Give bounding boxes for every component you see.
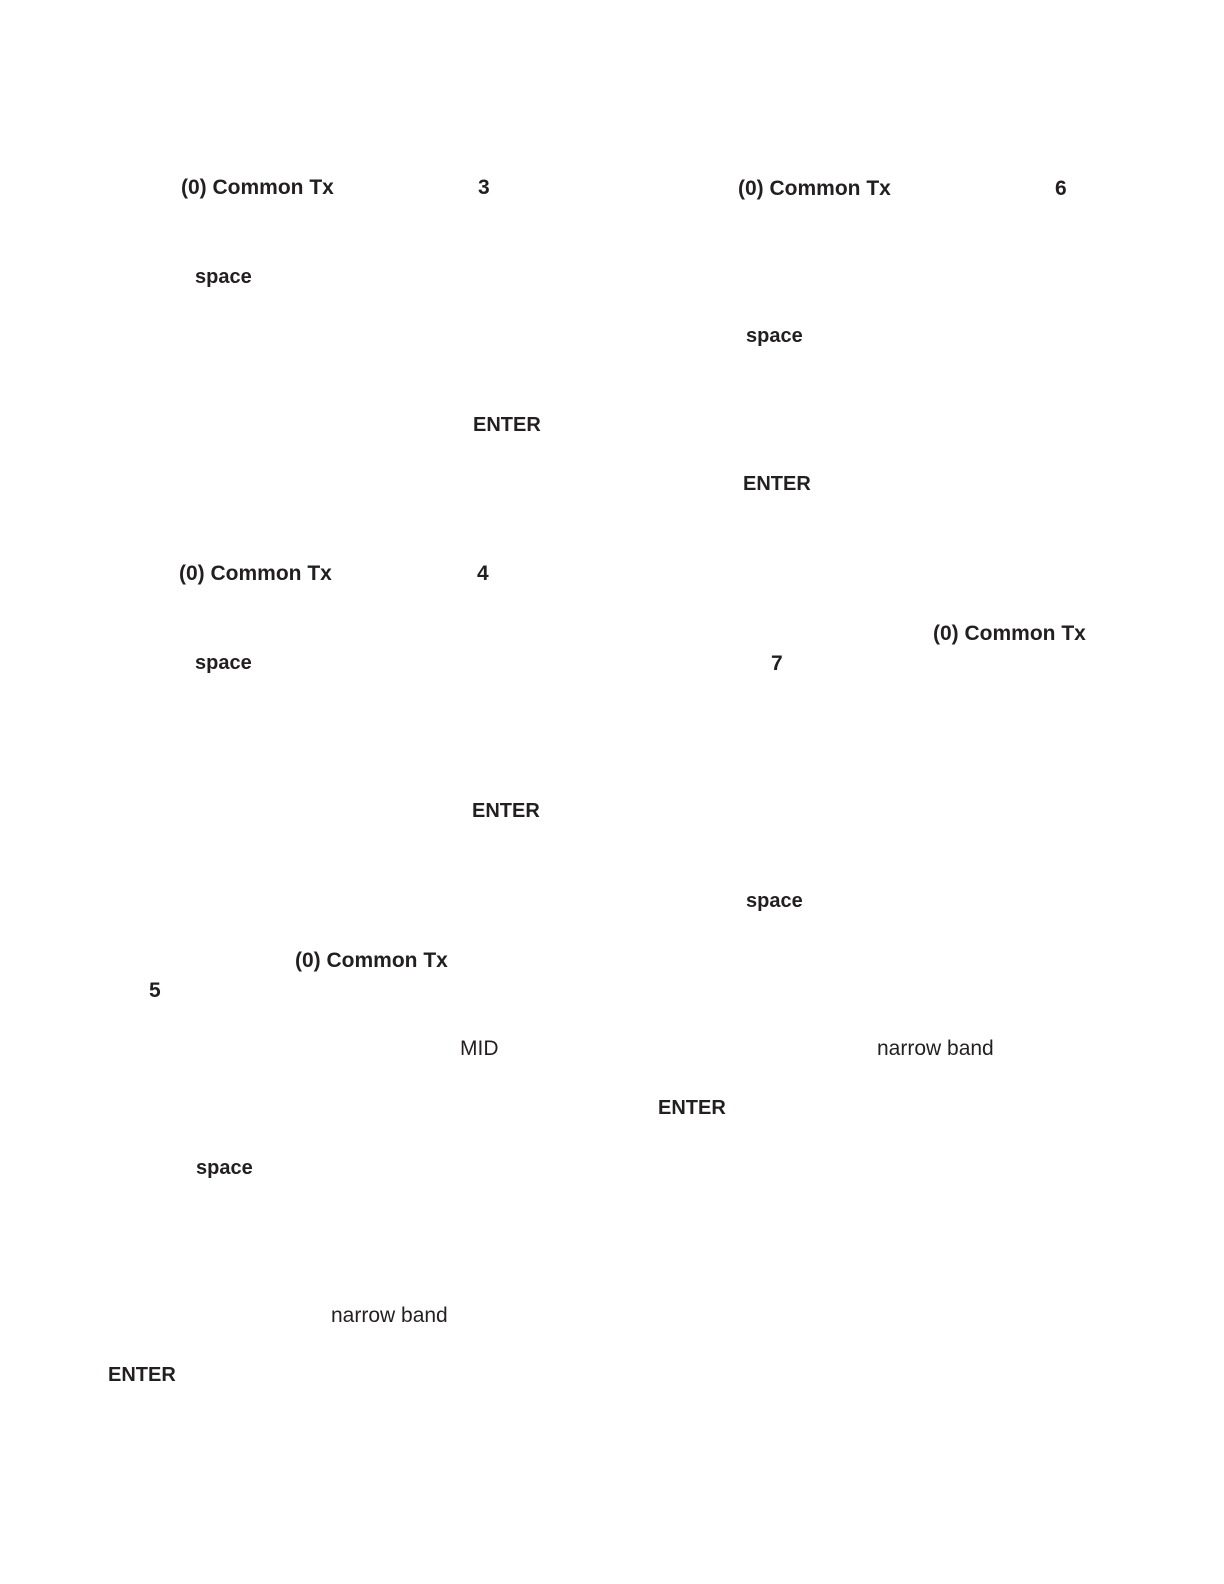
step4-number: 4 (477, 562, 489, 585)
step6-space-key: space (746, 325, 803, 347)
step7-space-key: space (746, 890, 803, 912)
step3-space-key: space (195, 266, 252, 288)
step4-enter-key: ENTER (472, 800, 540, 822)
step4-space-key: space (195, 652, 252, 674)
step4-title: (0) Common Tx (179, 562, 332, 585)
step6-title: (0) Common Tx (738, 177, 891, 200)
step3-title: (0) Common Tx (181, 176, 334, 199)
step5-enter-key: ENTER (658, 1097, 726, 1119)
step5-number: 5 (149, 979, 161, 1002)
step5-narrow-band-value: narrow band (877, 1037, 994, 1060)
step5-narrow-band-value-2: narrow band (331, 1304, 448, 1327)
step7-number: 7 (771, 652, 783, 675)
step5-mid-value: MID (460, 1037, 499, 1060)
step3-enter-key: ENTER (473, 414, 541, 436)
step5-enter-key-2: ENTER (108, 1364, 176, 1386)
step5-title: (0) Common Tx (295, 949, 448, 972)
step3-number: 3 (478, 176, 490, 199)
step6-number: 6 (1055, 177, 1067, 200)
step6-enter-key: ENTER (743, 473, 811, 495)
step5-space-key: space (196, 1157, 253, 1179)
step7-title: (0) Common Tx (933, 622, 1086, 645)
